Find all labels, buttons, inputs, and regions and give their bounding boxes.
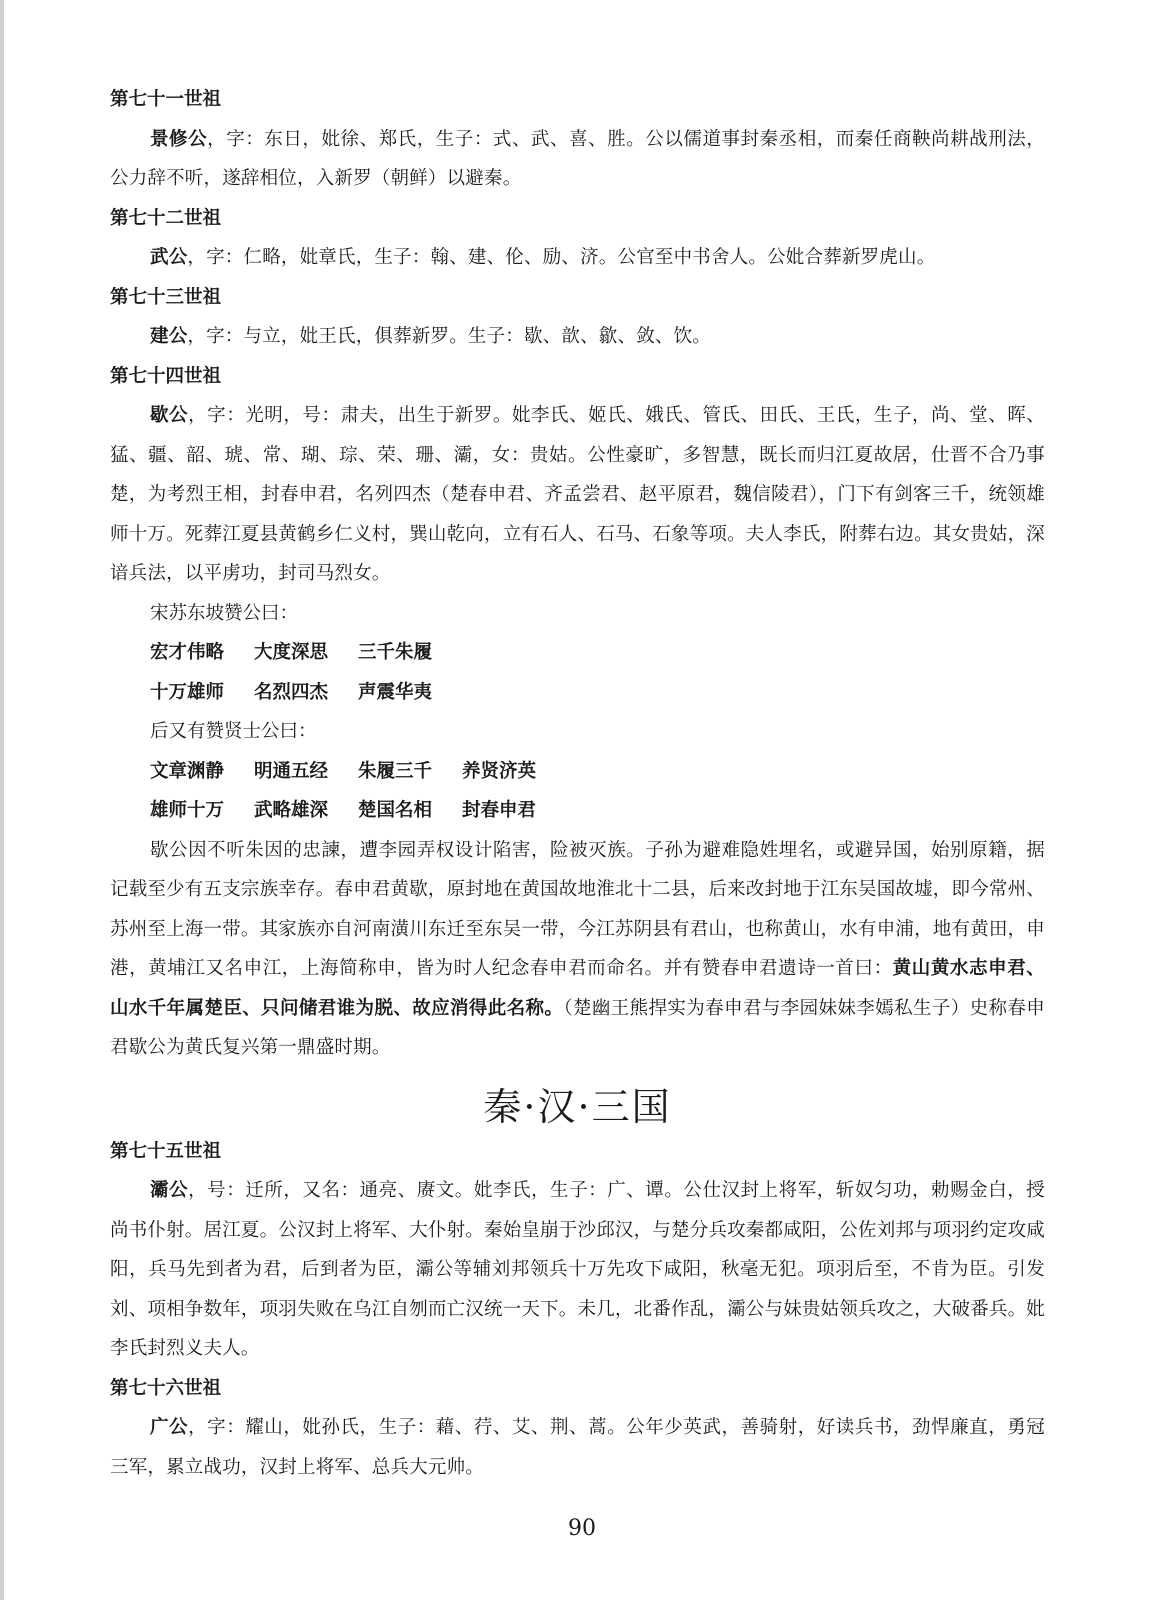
verse-phrase: 大度深思 xyxy=(254,642,329,663)
entry-g75 xyxy=(110,1171,1045,1369)
verse-phrase: 养贤济英 xyxy=(462,760,537,782)
zan2-line2 xyxy=(110,791,1045,831)
binding-edge xyxy=(0,0,4,1600)
genealogy-page xyxy=(110,80,1045,1487)
history-poem: 黄山黄水志申君、山水千年属楚臣、只问储君谁为脱、故应消得此名称。 xyxy=(110,958,1045,1019)
heading-g74: 第七十四世祖 xyxy=(110,365,222,387)
zan1-intro: 宋苏东坡赞公曰： xyxy=(150,602,299,624)
verse-phrase: 声震华夷 xyxy=(358,681,433,703)
history-paragraph xyxy=(110,831,1045,1068)
heading-g73: 第七十三世祖 xyxy=(110,286,222,308)
verse-phrase: 朱履三千 xyxy=(358,760,433,782)
verse-phrase: 武略雄深 xyxy=(254,800,329,821)
text-g71: ，字：东日，妣徐、郑氏，生子：式、武、喜、胜。公以儒道事封秦丞相，而秦任商鞅尚耕战刑法，公力辞不听，遂辞相位，入新罗（朝鲜）以避秦。 xyxy=(110,128,1045,189)
text-g72: ，字：仁略，妣章氏，生子：翰、建、伦、励、济。公官至中书舍人。公妣合葬新罗虎山。 xyxy=(187,247,936,268)
verse-phrase: 十万雄师 xyxy=(150,681,225,703)
verse-phrase: 明通五经 xyxy=(254,760,329,782)
verse-phrase: 雄师十万 xyxy=(150,800,225,821)
name-g73: 建公 xyxy=(150,326,188,347)
verse-phrase: 封春申君 xyxy=(462,800,537,821)
name-g71: 景修公 xyxy=(150,128,208,150)
section-title: 秦·汉·三国 xyxy=(483,1084,672,1129)
verse-phrase: 宏才伟略 xyxy=(150,642,225,663)
zan2-line1 xyxy=(110,752,1045,792)
entry-g72 xyxy=(110,238,1045,278)
text-g75: ，号：迁所，又名：通亮、赓文。妣李氏，生子：广、谭。公仕汉封上将军，斩奴匀功，勅赐金白，授尚书仆射。居江夏。公汉封上将军、大仆射。秦始皇崩于沙邱汉，与楚分兵攻秦都咸阳，公佐刘邦与项羽约定攻咸阳，兵马先到者为君，后到者为臣，灞公等辅刘邦领兵十万先攻下咸阳，秋毫无犯。项羽后至，不肯为臣。引发刘、项相争数年，项羽失败在乌江自刎而亡汉统一天下。未几，北番作乱，灞公与妹贵姑领兵攻之，大破番兵。妣李氏封烈义夫人。 xyxy=(110,1180,1046,1359)
verse-phrase: 三千朱履 xyxy=(358,642,433,663)
verse-phrase: 名烈四杰 xyxy=(254,681,329,703)
history-text-b: （楚幽王熊捍实为春申君与李园妹妹李嫣私生子）史称春申君歇公为黄氏复兴第一鼎盛时期。 xyxy=(110,997,1045,1058)
page-number: 90 xyxy=(568,1516,596,1541)
heading-g75: 第七十五世祖 xyxy=(110,1140,222,1162)
zan2-intro: 后又有赞贤士公曰： xyxy=(150,721,317,742)
name-g76: 广公 xyxy=(150,1417,189,1438)
zan1-line2 xyxy=(110,673,1045,713)
text-g76: ，字：耀山，妣孙氏，生子：藉、荇、艾、荆、蒿。公年少英武，善骑射，好读兵书，劲悍廉直，勇冠三军，累立战功，汉封上将军、总兵大元帅。 xyxy=(110,1417,1045,1478)
entry-g71 xyxy=(110,120,1045,199)
text-g74: ，字：光明，号：肃夫，出生于新罗。妣李氏、姬氏、娥氏、管氏、田氏、王氏，生子，尚、堂、晖、猛、疆、韶、琥、常、瑚、琮、荣、珊、灞，女：贵姑。公性豪旷，多智慧，既长而归江夏故居，仕晋不合乃事楚，为考烈王相，封春申君，名列四杰（楚春申君、齐孟尝君、赵平原君，魏信陵君），门下有剑客三千，统领雄师十万。死葬江夏县黄鹤乡仁义村，巽山乾向，立有石人、石马、石象等项。夫人李氏，附葬右边。其女贵姑，深谙兵法，以平虏功，封司马烈女。 xyxy=(110,405,1046,584)
zan1-line1 xyxy=(110,633,1045,673)
history-text-a: 歇公因不听朱因的忠諫，遭李园弄权设计陷害，险被灭族。子孙为避难隐姓埋名，或避异国，始别原籍，据记载至少有五支宗族幸存。春申君黄歇，原封地在黄国故地淮北十二县，后来改封地于江东吴国故墟，即今常州、苏州至上海一带。其家族亦自河南潢川东迁至东吴一带，今江苏阴县有君山，也称黄山，水有申浦，地有黄田，申港，黄埔江又名申江，上海简称申，皆为时人纪念春申君而命名。并有赞春申君遗诗一首曰： xyxy=(110,839,1046,979)
text-g73: ，字：与立，妣王氏，俱葬新罗。生子：歇、歆、歙、敛、饮。 xyxy=(187,326,712,347)
entry-g76 xyxy=(110,1408,1045,1487)
entry-g73 xyxy=(110,317,1045,357)
name-g75: 灞公 xyxy=(150,1180,189,1201)
verse-phrase: 楚国名相 xyxy=(358,800,433,821)
name-g74: 歇公 xyxy=(150,405,189,426)
verse-phrase: 文章渊静 xyxy=(150,760,225,782)
entry-g74 xyxy=(110,396,1045,594)
name-g72: 武公 xyxy=(150,247,188,268)
heading-g76: 第七十六世祖 xyxy=(110,1377,222,1399)
heading-g71: 第七十一世祖 xyxy=(110,89,222,110)
heading-g72: 第七十二世祖 xyxy=(110,207,222,229)
